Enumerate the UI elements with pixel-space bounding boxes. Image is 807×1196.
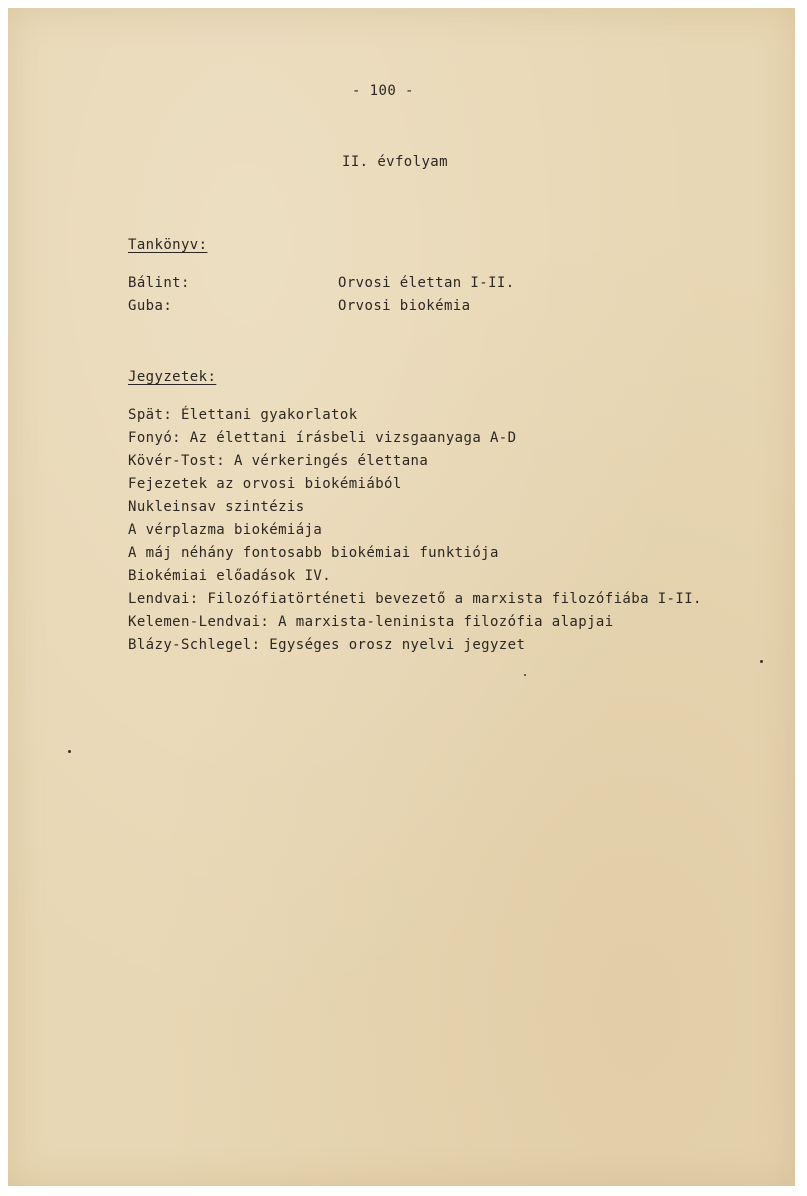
note-item: Kelemen-Lendvai: A marxista-leninista filozófia alapjai — [128, 614, 614, 630]
paper-speck — [68, 750, 71, 753]
note-item: Blázy-Schlegel: Egységes orosz nyelvi jegyzet — [128, 637, 526, 653]
document-page — [8, 8, 795, 1186]
notes-heading: Jegyzetek: — [128, 369, 217, 385]
page-number: - 100 - — [352, 83, 414, 99]
textbook-title-2: Orvosi biokémia — [338, 298, 471, 314]
textbook-author-2: Guba: — [128, 298, 173, 314]
paper-speck — [524, 674, 526, 676]
note-item: A máj néhány fontosabb biokémiai funktiója — [128, 545, 499, 561]
note-item: Spät: Élettani gyakorlatok — [128, 407, 358, 423]
note-item: Kövér-Tost: A vérkeringés élettana — [128, 453, 429, 469]
year-heading: II. évfolyam — [342, 154, 448, 170]
textbook-author-1: Bálint: — [128, 275, 190, 291]
note-item: Biokémiai előadások IV. — [128, 568, 332, 584]
textbook-title-1: Orvosi élettan I-II. — [338, 275, 515, 291]
note-item: Fejezetek az orvosi biokémiából — [128, 476, 402, 492]
textbooks-heading: Tankönyv: — [128, 237, 208, 253]
note-item: Lendvai: Filozófiatörténeti bevezető a marxista filozófiába I-II. — [128, 591, 702, 607]
note-item: A vérplazma biokémiája — [128, 522, 323, 538]
paper-speck — [760, 660, 763, 663]
note-item: Nukleinsav szintézis — [128, 499, 305, 515]
note-item: Fonyó: Az élettani írásbeli vizsgaanyaga A-D — [128, 430, 517, 446]
